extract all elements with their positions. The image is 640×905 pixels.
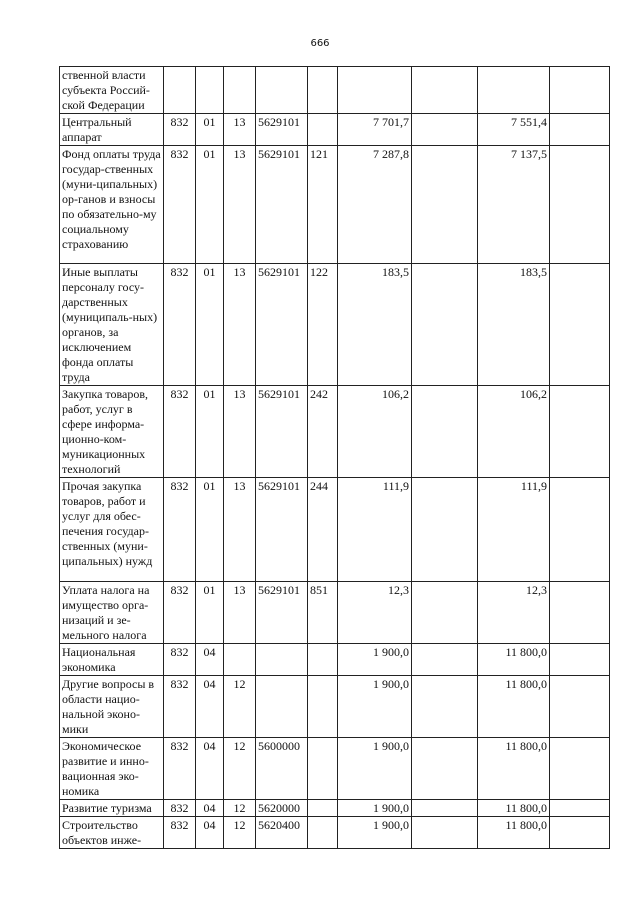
- cell-sum-1: 12,3: [338, 582, 412, 644]
- cell-subsection: 13: [224, 146, 256, 264]
- cell-name: Фонд оплаты труда государ-ственных (муни-ципальных) ор-ганов и взносы по обязательно-му социальному страхованию: [60, 146, 164, 264]
- cell-sum-1: 1 900,0: [338, 800, 412, 817]
- table-row: [60, 67, 610, 114]
- cell-sum-3: 7 137,5: [478, 146, 550, 264]
- cell-sum-4: [550, 67, 610, 114]
- cell-sum-4: [550, 478, 610, 582]
- cell-expense-type: 122: [308, 264, 338, 386]
- cell-section: 01: [196, 582, 224, 644]
- table-row: [60, 676, 610, 738]
- table-row: [60, 264, 610, 386]
- cell-sum-4: [550, 738, 610, 800]
- cell-admin-code: 832: [164, 146, 196, 264]
- table-row: [60, 114, 610, 146]
- cell-subsection: 13: [224, 114, 256, 146]
- cell-sum-4: [550, 644, 610, 676]
- cell-expense-type: [308, 114, 338, 146]
- cell-expense-type: 121: [308, 146, 338, 264]
- cell-name: Другие вопросы в области нацио-нальной эконо-мики: [60, 676, 164, 738]
- cell-sum-1: [338, 67, 412, 114]
- cell-sum-2: [412, 478, 478, 582]
- cell-subsection: 12: [224, 800, 256, 817]
- cell-expense-type: 242: [308, 386, 338, 478]
- cell-expense-type: [308, 644, 338, 676]
- cell-target-article: 5620000: [256, 800, 308, 817]
- table-row: [60, 386, 610, 478]
- cell-name: ственной власти субъекта Россий-ской Федерации: [60, 67, 164, 114]
- cell-sum-3: 11 800,0: [478, 817, 550, 849]
- cell-name: Уплата налога на имущество орга-низаций и зе-мельного налога: [60, 582, 164, 644]
- table-row: [60, 146, 610, 264]
- cell-sum-3: 7 551,4: [478, 114, 550, 146]
- cell-sum-1: 7 701,7: [338, 114, 412, 146]
- cell-sum-2: [412, 146, 478, 264]
- cell-target-article: [256, 644, 308, 676]
- cell-section: 01: [196, 264, 224, 386]
- cell-name: Иные выплаты персоналу госу-дарственных (муниципаль-ных) органов, за исключением фонда оплаты труда: [60, 264, 164, 386]
- cell-admin-code: 832: [164, 644, 196, 676]
- cell-sum-4: [550, 817, 610, 849]
- cell-subsection: [224, 67, 256, 114]
- cell-sum-1: 106,2: [338, 386, 412, 478]
- cell-sum-4: [550, 386, 610, 478]
- cell-name: Центральный аппарат: [60, 114, 164, 146]
- cell-sum-1: 111,9: [338, 478, 412, 582]
- cell-section: 04: [196, 676, 224, 738]
- cell-sum-1: 1 900,0: [338, 644, 412, 676]
- cell-expense-type: 244: [308, 478, 338, 582]
- cell-expense-type: [308, 676, 338, 738]
- cell-expense-type: [308, 817, 338, 849]
- cell-sum-1: 1 900,0: [338, 817, 412, 849]
- cell-expense-type: [308, 738, 338, 800]
- cell-sum-2: [412, 264, 478, 386]
- cell-subsection: 13: [224, 264, 256, 386]
- cell-subsection: 12: [224, 676, 256, 738]
- cell-sum-1: 7 287,8: [338, 146, 412, 264]
- table-row: [60, 817, 610, 849]
- cell-expense-type: [308, 800, 338, 817]
- cell-sum-2: [412, 114, 478, 146]
- cell-sum-2: [412, 67, 478, 114]
- cell-sum-3: 11 800,0: [478, 644, 550, 676]
- cell-admin-code: 832: [164, 478, 196, 582]
- cell-admin-code: 832: [164, 582, 196, 644]
- cell-name: Национальная экономика: [60, 644, 164, 676]
- cell-name: Экономическое развитие и инно-вационная эко-номика: [60, 738, 164, 800]
- cell-sum-1: 183,5: [338, 264, 412, 386]
- table-body: [60, 67, 610, 849]
- cell-subsection: 13: [224, 582, 256, 644]
- cell-subsection: 12: [224, 817, 256, 849]
- cell-section: 01: [196, 478, 224, 582]
- cell-target-article: 5629101: [256, 386, 308, 478]
- cell-sum-3: 111,9: [478, 478, 550, 582]
- cell-admin-code: 832: [164, 676, 196, 738]
- cell-name: Прочая закупка товаров, работ и услуг для обес-печения государ-ственных (муни-ципальных) нужд: [60, 478, 164, 582]
- cell-subsection: 12: [224, 738, 256, 800]
- cell-target-article: 5629101: [256, 478, 308, 582]
- cell-target-article: 5600000: [256, 738, 308, 800]
- cell-name: Закупка товаров, работ, услуг в сфере информа-ционно-ком-муникационных технологий: [60, 386, 164, 478]
- cell-sum-4: [550, 114, 610, 146]
- cell-admin-code: 832: [164, 264, 196, 386]
- cell-sum-2: [412, 644, 478, 676]
- cell-admin-code: 832: [164, 817, 196, 849]
- cell-sum-3: 11 800,0: [478, 800, 550, 817]
- cell-expense-type: 851: [308, 582, 338, 644]
- table-row: [60, 800, 610, 817]
- cell-admin-code: 832: [164, 800, 196, 817]
- cell-sum-4: [550, 264, 610, 386]
- cell-target-article: 5629101: [256, 114, 308, 146]
- cell-sum-3: 106,2: [478, 386, 550, 478]
- cell-target-article: 5620400: [256, 817, 308, 849]
- cell-sum-3: [478, 67, 550, 114]
- cell-section: 04: [196, 800, 224, 817]
- table-row: [60, 738, 610, 800]
- cell-target-article: 5629101: [256, 264, 308, 386]
- cell-section: 01: [196, 386, 224, 478]
- cell-section: [196, 67, 224, 114]
- table-row: [60, 478, 610, 582]
- cell-sum-2: [412, 582, 478, 644]
- table-row: [60, 644, 610, 676]
- cell-subsection: 13: [224, 386, 256, 478]
- cell-sum-3: 11 800,0: [478, 738, 550, 800]
- cell-sum-2: [412, 817, 478, 849]
- cell-sum-3: 11 800,0: [478, 676, 550, 738]
- cell-sum-3: 12,3: [478, 582, 550, 644]
- cell-subsection: 13: [224, 478, 256, 582]
- cell-section: 04: [196, 738, 224, 800]
- cell-sum-1: 1 900,0: [338, 676, 412, 738]
- cell-target-article: [256, 67, 308, 114]
- cell-sum-4: [550, 582, 610, 644]
- cell-subsection: [224, 644, 256, 676]
- table-row: [60, 582, 610, 644]
- cell-expense-type: [308, 67, 338, 114]
- cell-target-article: 5629101: [256, 146, 308, 264]
- cell-section: 01: [196, 114, 224, 146]
- cell-sum-2: [412, 676, 478, 738]
- cell-name: Развитие туризма: [60, 800, 164, 817]
- cell-sum-4: [550, 800, 610, 817]
- cell-admin-code: 832: [164, 114, 196, 146]
- cell-section: 04: [196, 644, 224, 676]
- cell-target-article: 5629101: [256, 582, 308, 644]
- cell-sum-4: [550, 676, 610, 738]
- cell-admin-code: 832: [164, 386, 196, 478]
- cell-sum-2: [412, 800, 478, 817]
- cell-sum-3: 183,5: [478, 264, 550, 386]
- cell-sum-2: [412, 738, 478, 800]
- cell-sum-4: [550, 146, 610, 264]
- cell-name: Строительство объектов инже-: [60, 817, 164, 849]
- cell-admin-code: [164, 67, 196, 114]
- budget-table: [59, 66, 610, 849]
- cell-target-article: [256, 676, 308, 738]
- cell-section: 01: [196, 146, 224, 264]
- cell-sum-2: [412, 386, 478, 478]
- cell-admin-code: 832: [164, 738, 196, 800]
- cell-sum-1: 1 900,0: [338, 738, 412, 800]
- cell-section: 04: [196, 817, 224, 849]
- page-number: 666: [310, 38, 330, 49]
